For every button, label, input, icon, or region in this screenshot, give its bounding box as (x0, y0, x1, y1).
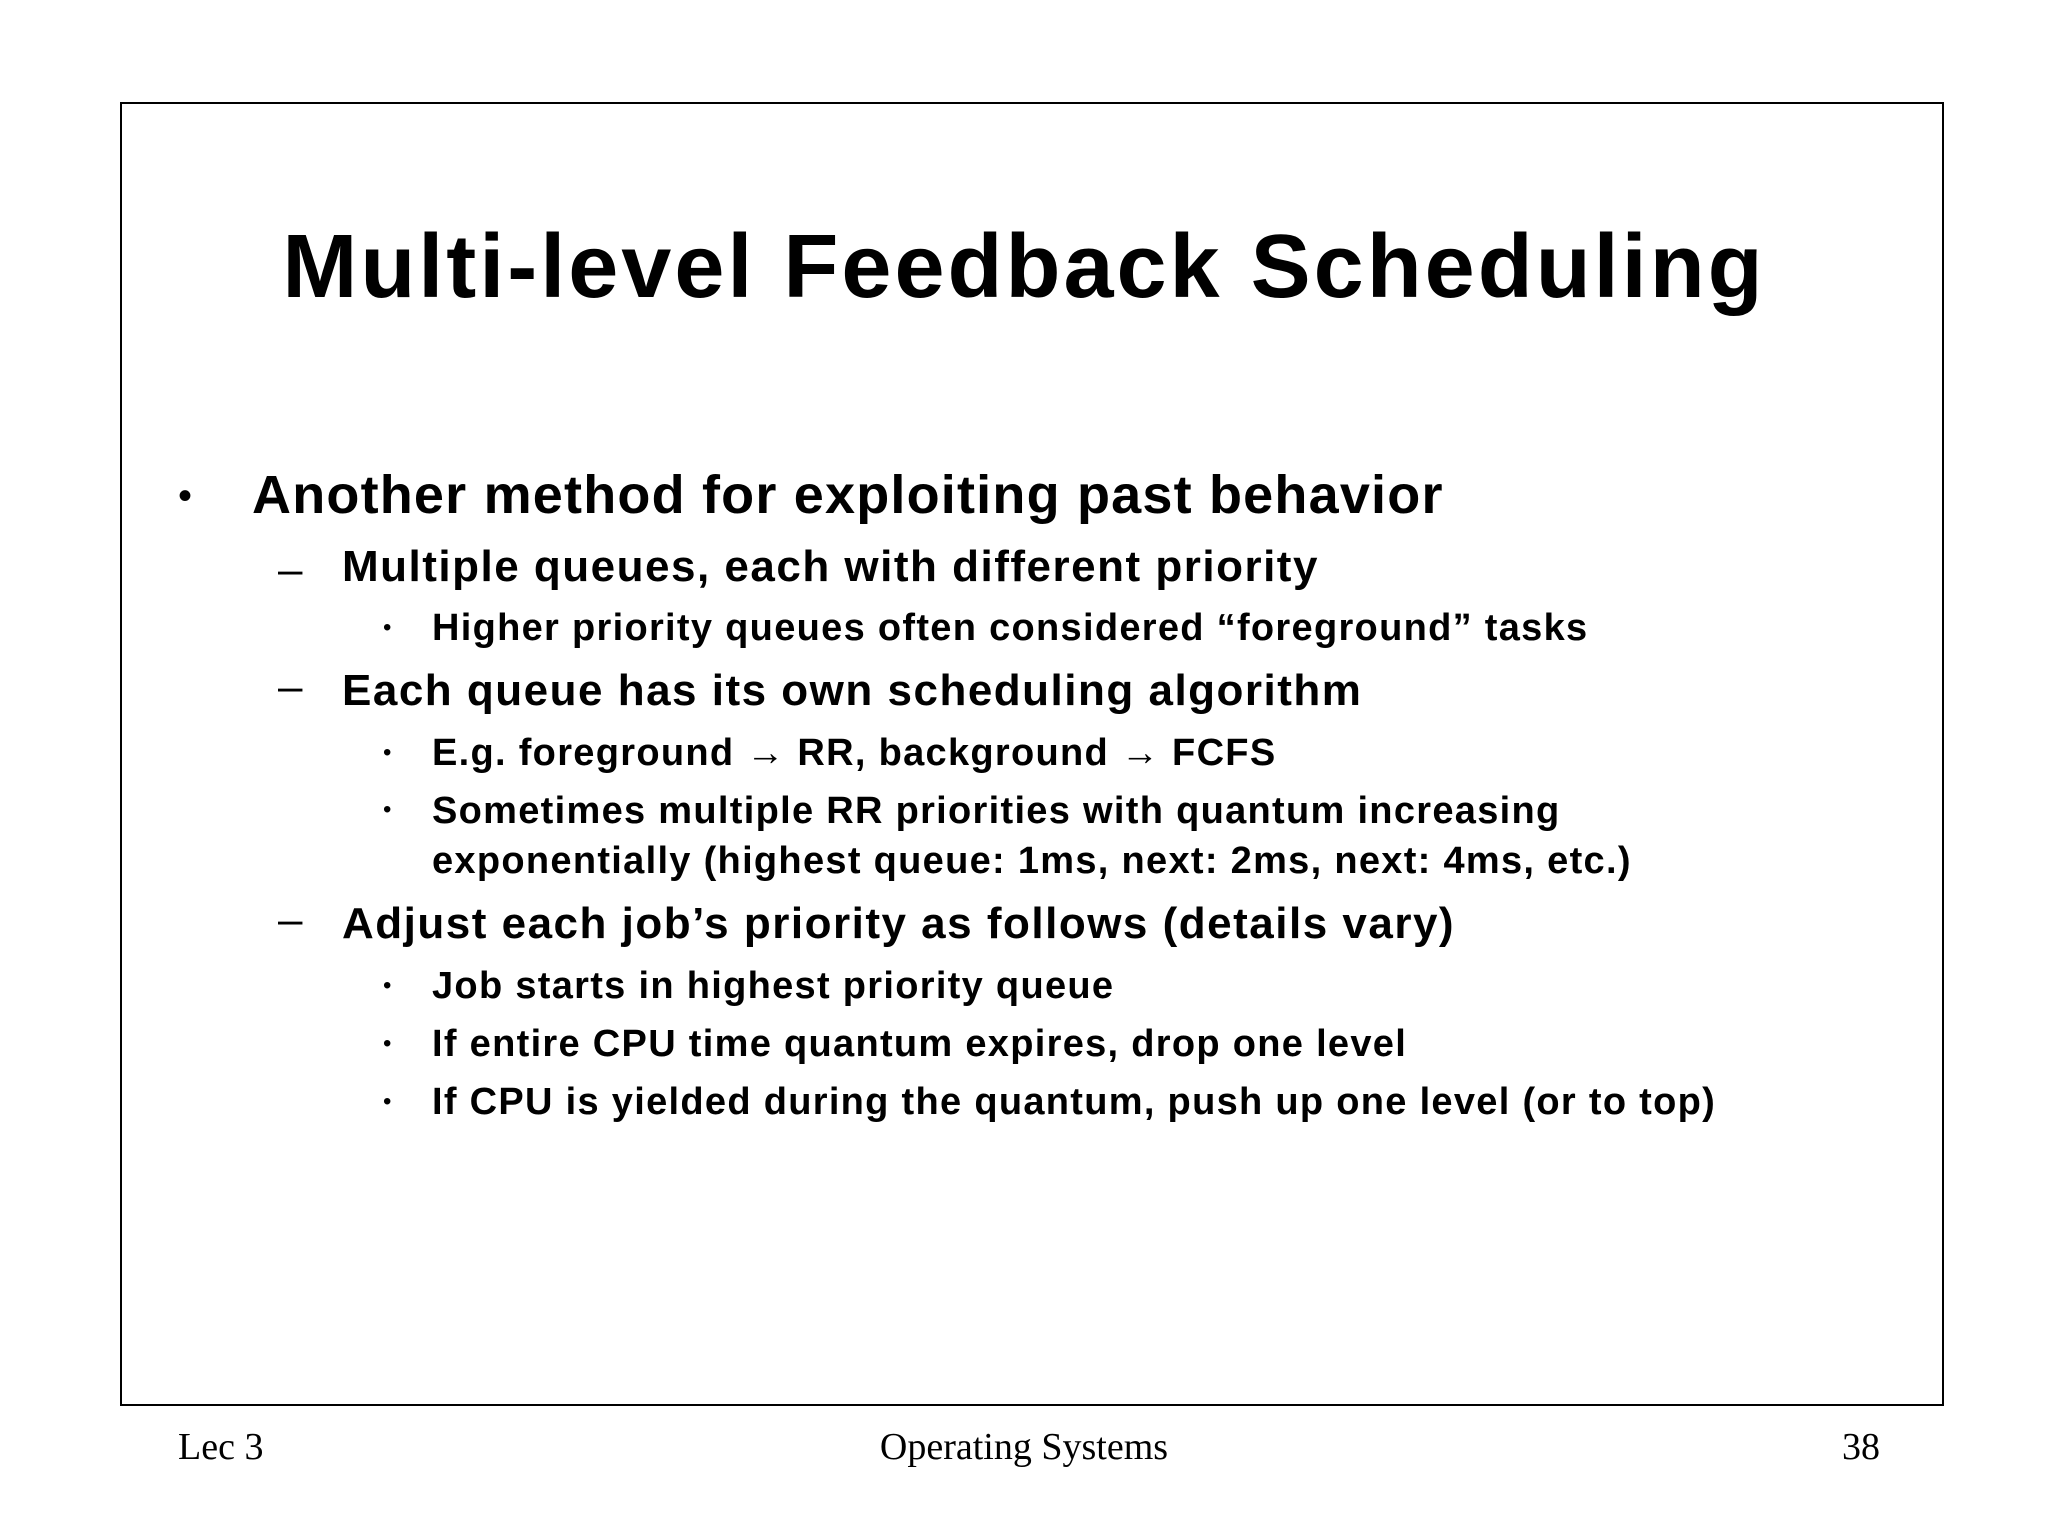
bullet-level2: Adjust each job’s priority as follows (details vary) (342, 899, 1456, 948)
bullet-level3: If entire CPU time quantum expires, drop one level (432, 1023, 1408, 1065)
footer-course: Operating Systems (879, 1426, 1169, 1468)
bullet-level3-continuation: exponentially (highest queue: 1ms, next: 2ms, next: 4ms, etc.) (432, 840, 1632, 882)
bullet-marker: • (383, 739, 392, 766)
bullet-level1: Another method for exploiting past behavior (252, 465, 1444, 525)
dash-marker: – (278, 895, 303, 944)
dash-marker: – (278, 662, 303, 711)
bullet-marker: • (383, 972, 392, 999)
bullet-level2: Each queue has its own scheduling algorithm (342, 666, 1363, 715)
footer-page-number: 38 (1842, 1426, 1880, 1468)
bullet-marker: • (383, 796, 392, 823)
bullet-level3: If CPU is yielded during the quantum, push up one level (or to top) (432, 1081, 1717, 1123)
bullet-level3: E.g. foreground → RR, background → FCFS (432, 732, 1277, 774)
bullet-level3: Sometimes multiple RR priorities with quantum increasing (432, 790, 1561, 832)
bullet-marker: • (383, 614, 392, 641)
bullet-marker: • (178, 474, 193, 518)
bullet-level2: Multiple queues, each with different priority (342, 542, 1319, 591)
dash-marker: – (278, 545, 303, 594)
bullet-marker: • (383, 1030, 392, 1057)
footer-lecture: Lec 3 (178, 1426, 264, 1468)
slide-title: Multi-level Feedback Scheduling (282, 217, 1766, 317)
bullet-level3: Job starts in highest priority queue (432, 965, 1115, 1007)
bullet-marker: • (383, 1088, 392, 1115)
bullet-level3: Higher priority queues often considered “foreground” tasks (432, 607, 1589, 649)
